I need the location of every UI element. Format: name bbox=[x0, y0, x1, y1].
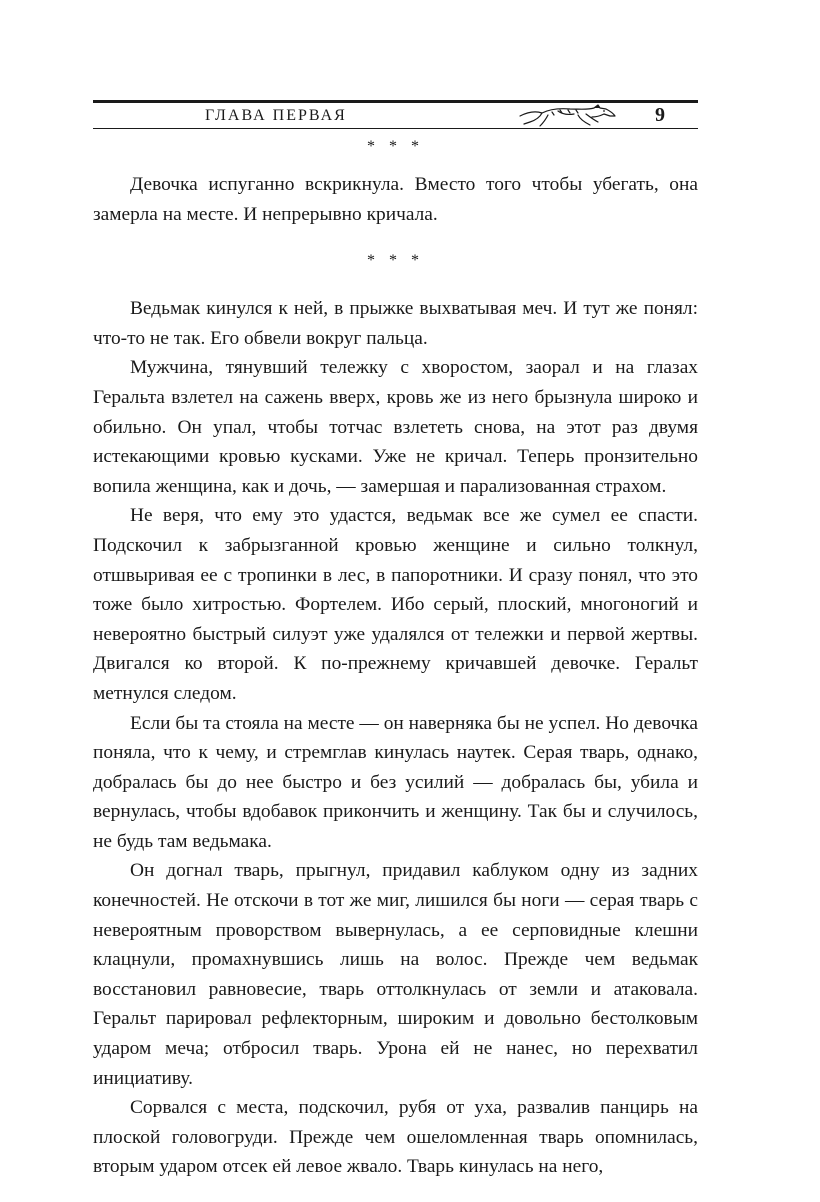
paragraph: Не веря, что ему это удастся, ведьмак все же сумел ее спасти. Подскочил к забрызганной кровью женщине и сильно толкнул, отшвыривая ее с тропинки в лес, в папоротники. И сразу понял, что это тоже было хитростью. Фортелем. Ибо серый, плоский, многоногий и невероятно быстрый силуэт уже удалялся от тележки и первой жертвы. Двигался ко второй. К по-прежнему кричавшей девочке. Геральт метнулся следом. bbox=[93, 505, 698, 704]
chapter-title: ГЛАВА ПЕРВАЯ bbox=[205, 107, 347, 124]
section-separator: * * * bbox=[367, 138, 424, 155]
running-header bbox=[93, 100, 698, 130]
paragraph: Он догнал тварь, прыгнул, придавил каблуком одну из задних конечностей. Не отскочи в тот же миг, лишился бы ноги — серая тварь с невероятным проворством вывернулась, а ее серповидные клешни клацнули, промахнувшись лишь на волос. Прежде чем ведьмак восстановил равновесие, тварь оттолкнулась от земли и атаковала. Геральт парировал рефлекторным, широким и довольно бестолковым ударом меча; отбросил тварь. Урона ей не нанес, но перехватил инициативу. bbox=[93, 860, 698, 1089]
paragraph: Девочка испуганно вскрикнула. Вместо того чтобы убегать, она замерла на месте. И непрерывно кричала. bbox=[93, 174, 698, 225]
paragraph: Если бы та стояла на месте — он наверняка бы не успел. Но девочка поняла, что к чему, и стремглав кинулась наутек. Серая тварь, однако, добралась бы до нее быстро и без усилий — добралась бы, убила и вернулась, чтобы вдобавок прикончить и женщину. Так бы и случилось, не будь там ведьмака. bbox=[93, 712, 698, 852]
paragraph: Сорвался с места, подскочил, рубя от уха, развалив панцирь на плоской головогруди. Прежде чем ошеломленная тварь опомнилась, вторым ударом отсек ей левое жвало. Тварь кинулась на него, bbox=[93, 1097, 698, 1178]
page-number: 9 bbox=[655, 104, 665, 126]
paragraph: Мужчина, тянувший тележку с хворостом, заорал и на глазах Геральта взлетел на сажень вверх, кровь же из него брызнула широко и обильно. Он упал, чтобы тотчас взлететь снова, на этот раз двумя истекающими кровью кусками. Уже не кричал. Теперь пронзительно вопила женщина, как и дочь, — замершая и парализованная страхом. bbox=[93, 357, 698, 497]
section-separator: * * * bbox=[367, 252, 424, 270]
header-rule-bottom bbox=[93, 128, 698, 129]
paragraph: Ведьмак кинулся к ней, в прыжке выхватывая меч. И тут же понял: что-то не так. Его обвели вокруг пальца. bbox=[93, 298, 698, 349]
main-text bbox=[93, 136, 698, 1182]
running-wolf-icon bbox=[518, 102, 618, 128]
